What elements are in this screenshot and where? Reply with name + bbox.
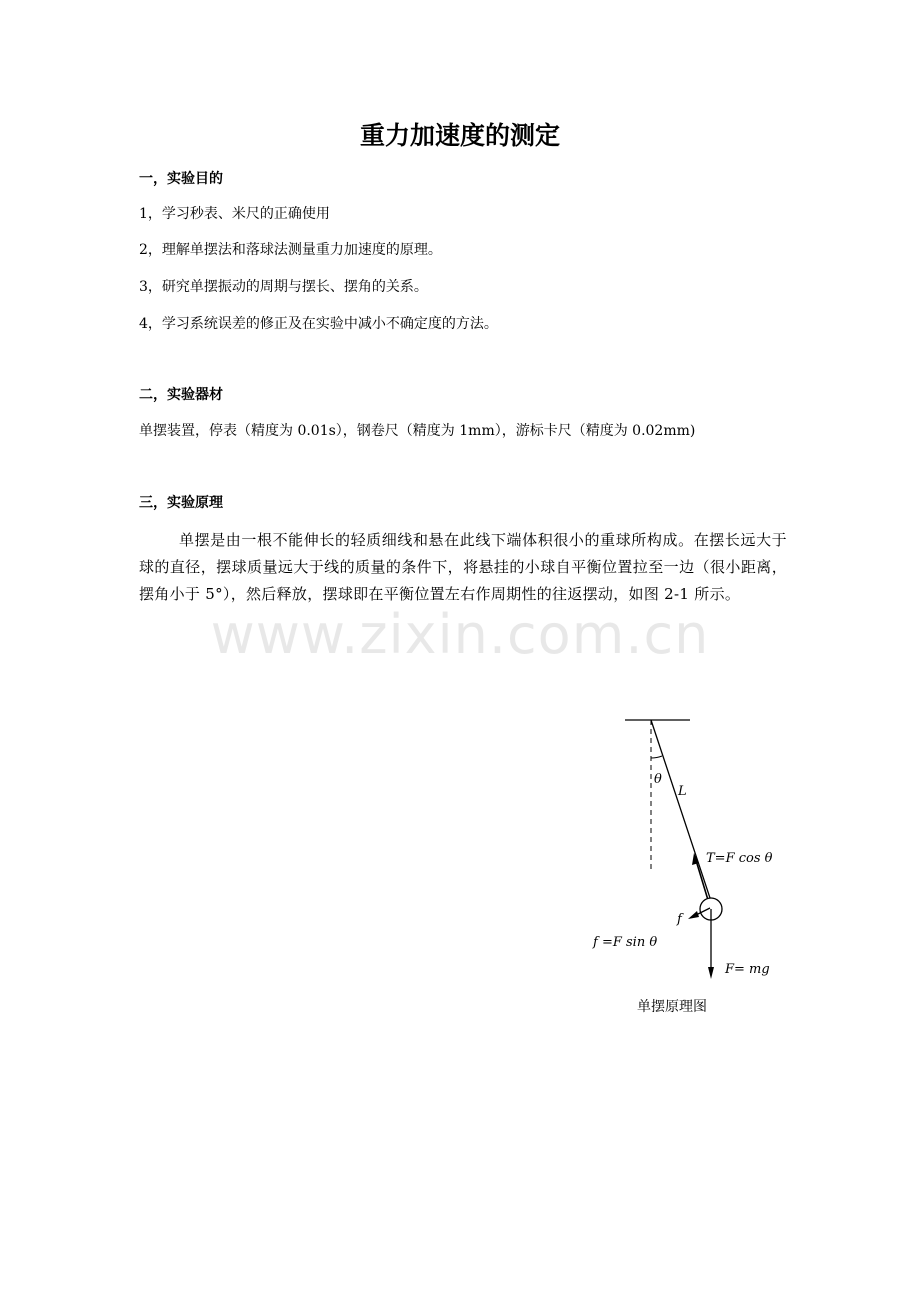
diagram-caption: 单摆原理图	[637, 999, 707, 1015]
restoring-force-label: f =F sin θ	[593, 935, 658, 950]
purpose-item-3: 3，研究单摆振动的周期与摆长、摆角的关系。	[139, 279, 428, 295]
section-heading-purpose: 一，实验目的	[139, 171, 223, 187]
restoring-force-small-label: f	[677, 912, 682, 927]
length-label: L	[678, 784, 687, 799]
pendulum-diagram	[580, 705, 800, 990]
section-heading-equipment: 二，实验器材	[139, 387, 223, 403]
gravity-arrow-head	[708, 967, 714, 979]
purpose-item-4: 4，学习系统误差的修正及在实验中减小不确定度的方法。	[139, 316, 498, 332]
page-title: 重力加速度的测定	[359, 121, 560, 150]
theta-label: θ	[654, 772, 662, 787]
watermark-text: www.zixin.com.cn	[210, 603, 710, 666]
purpose-item-2: 2，理解单摆法和落球法测量重力加速度的原理。	[139, 242, 442, 258]
purpose-item-1: 1，学习秒表、米尺的正确使用	[139, 206, 330, 222]
restoring-force-arrow-head	[688, 911, 699, 919]
section-heading-principle: 三，实验原理	[139, 495, 223, 511]
equipment-text: 单摆装置，停表（精度为 0.01s），钢卷尺（精度为 1mm），游标卡尺（精度为 0.02mm)	[139, 423, 696, 439]
gravity-label: F= mg	[725, 962, 770, 977]
tension-label: T=F cos θ	[706, 851, 773, 866]
pendulum-string	[651, 720, 711, 901]
principle-paragraph: 单摆是由一根不能伸长的轻质细线和悬在此线下端体积很小的重球所构成。在摆长远大于球的直径，摆球质量远大于线的质量的条件下，将悬挂的小球自平衡位置拉至一边（很小距离，摆角小于 5°），然后释放，摆球即在平衡位置左右作周期性的往返摆动，如图 2-1 所示。	[139, 531, 787, 603]
angle-arc	[651, 756, 662, 758]
